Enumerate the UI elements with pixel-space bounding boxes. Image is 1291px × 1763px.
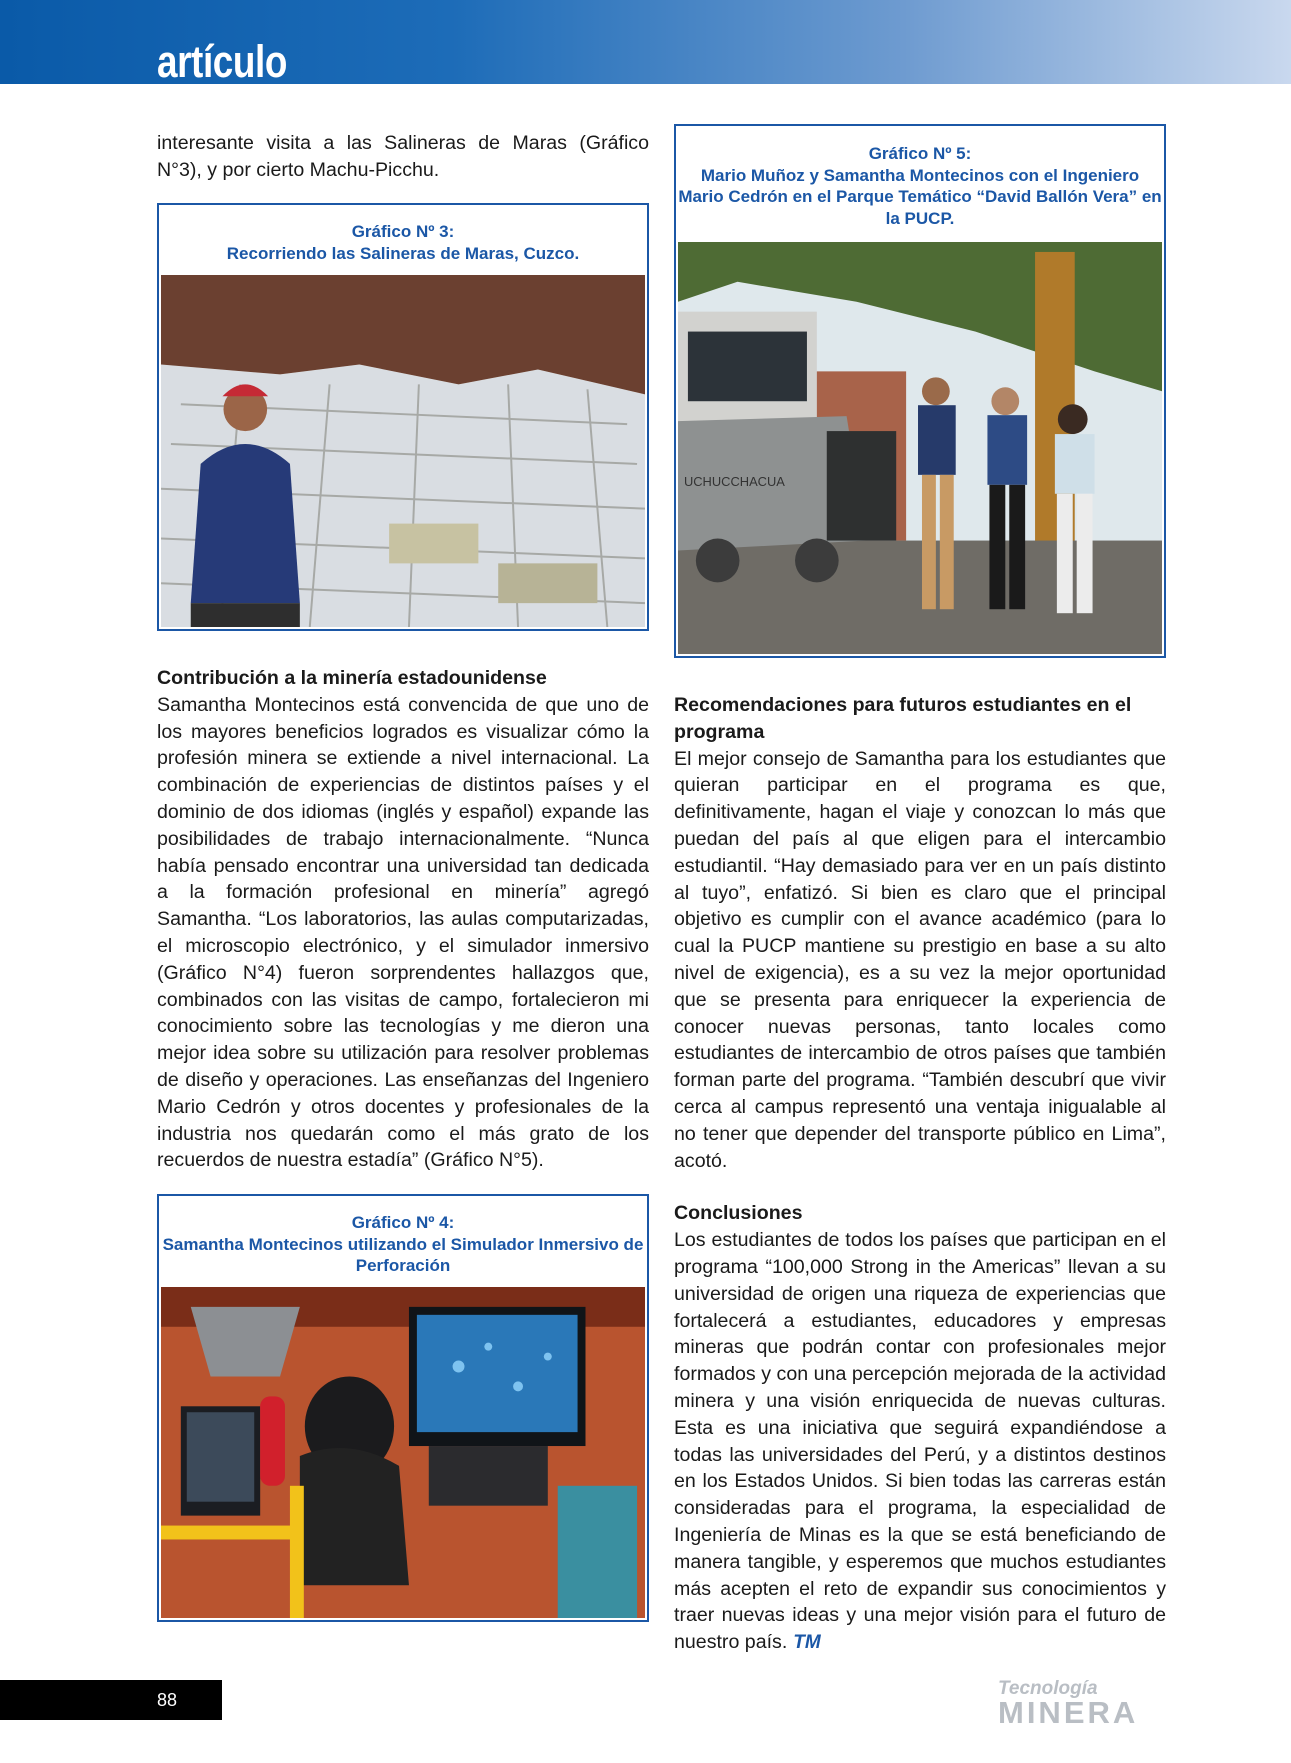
brand-big-text: MINERA (998, 1695, 1139, 1730)
figure-4-caption (159, 1196, 647, 1277)
figure-4-photo (161, 1287, 645, 1618)
section-title: artículo (157, 36, 288, 87)
figure-3-caption-text: Recorriendo las Salineras de Maras, Cuzco. (226, 243, 580, 263)
left-intro (157, 130, 649, 184)
right-article-section (674, 692, 1166, 1657)
figure-5-caption-text: Mario Muñoz y Samantha Montecinos con el Ingeniero Mario Cedrón en el Parque Temático “David Ballón Vera” en la PUCP. (678, 165, 1162, 228)
heading-conclusiones: Conclusiones (674, 1202, 803, 1225)
cart-sign-text: UCHUCCHACUA (683, 473, 785, 489)
heading-recomendaciones: Recomendaciones para futuros estudiantes en el programa (674, 694, 1132, 743)
heading-contribucion: Contribución a la minería estadounidense (157, 667, 547, 689)
figure-3 (157, 203, 649, 631)
figure-5-label: Gráfico Nº 5: (868, 144, 972, 163)
figure-5-caption (676, 126, 1164, 229)
figure-5 (674, 124, 1166, 658)
left-article-section (157, 665, 649, 1174)
intro-paragraph: interesante visita a las Salineras de Maras (Gráfico N°3), y por cierto Machu-Picchu. (157, 132, 649, 181)
figure-4-caption-text: Samantha Montecinos utilizando el Simulador Inmersivo de Perforación (162, 1234, 644, 1275)
recomendaciones-paragraph: El mejor consejo de Samantha para los estudiantes que quieran participar en el programa es que, definitivamente, hagan el viaje y conozcan lo más que puedan del país al que eligen para el intercambio estudiantil. “Hay demasiado para ver en un país distinto al tuyo”, enfatizó. Si bien es claro que el principal objetivo es cumplir con el avance académico (para lo cual la PUCP mantiene su prestigio en base a su alto nivel de exigencia), es a su vez la mejor oportunidad que se presenta para enriquecer la experiencia de conocer nuevas personas, tanto locales como estudiantes de intercambio de otros países que también forman parte del programa. “También descubrí que vivir cerca al campus representó una ventaja inigualable al no tener que depender del transporte público en Lima”, acotó. (674, 747, 1166, 1172)
contribucion-paragraph: Samantha Montecinos está convencida de que uno de los mayores beneficios logrados es visualizar cómo la profesión minera se extiende a nivel internacional. La combinación de experiencias de distintos países y el dominio de dos idiomas (inglés y español) expande las posibilidades de trabajo internacionalmente. “Nunca había pensado encontrar una universidad tan dedicada a la formación profesional en minería” agregó Samantha. “Los laboratorios, las aulas computarizadas, el microscopio electrónico, y el simulador inmersivo (Gráfico N°4) fueron sorprendentes hallazgos que, combinados con las visitas de campo, fortalecieron mi conocimiento sobre las tecnologías y me dieron una mejor idea sobre su utilización para resolver problemas de diseño y operaciones. Las enseñanzas del Ingeniero Mario Cedrón y otros docentes y profesionales de la industria nos quedarán como el más grato de los recuerdos de nuestra estadía” (Gráfico N°5). (157, 693, 649, 1172)
conclusiones-text: Los estudiantes de todos los países que participan en el programa “100,000 Strong in the Americas” llevan a su universidad de origen una riqueza de experiencias que fortalecerá a estudiantes, educadores y empresas mineras que podrán contar con profesionales mejor formados y con una percepción mejorada de la actividad minera y una visión enriquecida de nuevas culturas. Esta es una iniciativa que seguirá expandiéndose a todas las universidades del Perú, y a distintos destinos en los Estados Unidos. Si bien todas las carreras están consideradas para el programa, la especialidad de Ingeniería de Minas es la que se está beneficiando de manera tangible, y esperemos que muchos estudiantes más acepten el reto de expandir sus conocimientos y traer nuevas ideas y una mejor visión para el futuro de nuestro país. (674, 1229, 1166, 1654)
figure-3-caption (159, 205, 647, 264)
page-number: 88 (157, 1690, 178, 1710)
end-mark-logo: TM (793, 1632, 821, 1654)
page-number-badge (0, 1680, 222, 1720)
figure-4-label: Gráfico Nº 4: (351, 1213, 455, 1232)
figure-3-photo (161, 275, 645, 627)
brand-small-text: Tecnología (998, 1678, 1098, 1699)
figure-4 (157, 1194, 649, 1622)
conclusiones-paragraph (674, 1227, 1166, 1657)
magazine-brand (998, 1680, 1138, 1728)
section-header-bar (0, 0, 1291, 87)
figure-3-label: Gráfico Nº 3: (351, 222, 455, 241)
figure-5-photo (678, 242, 1162, 654)
